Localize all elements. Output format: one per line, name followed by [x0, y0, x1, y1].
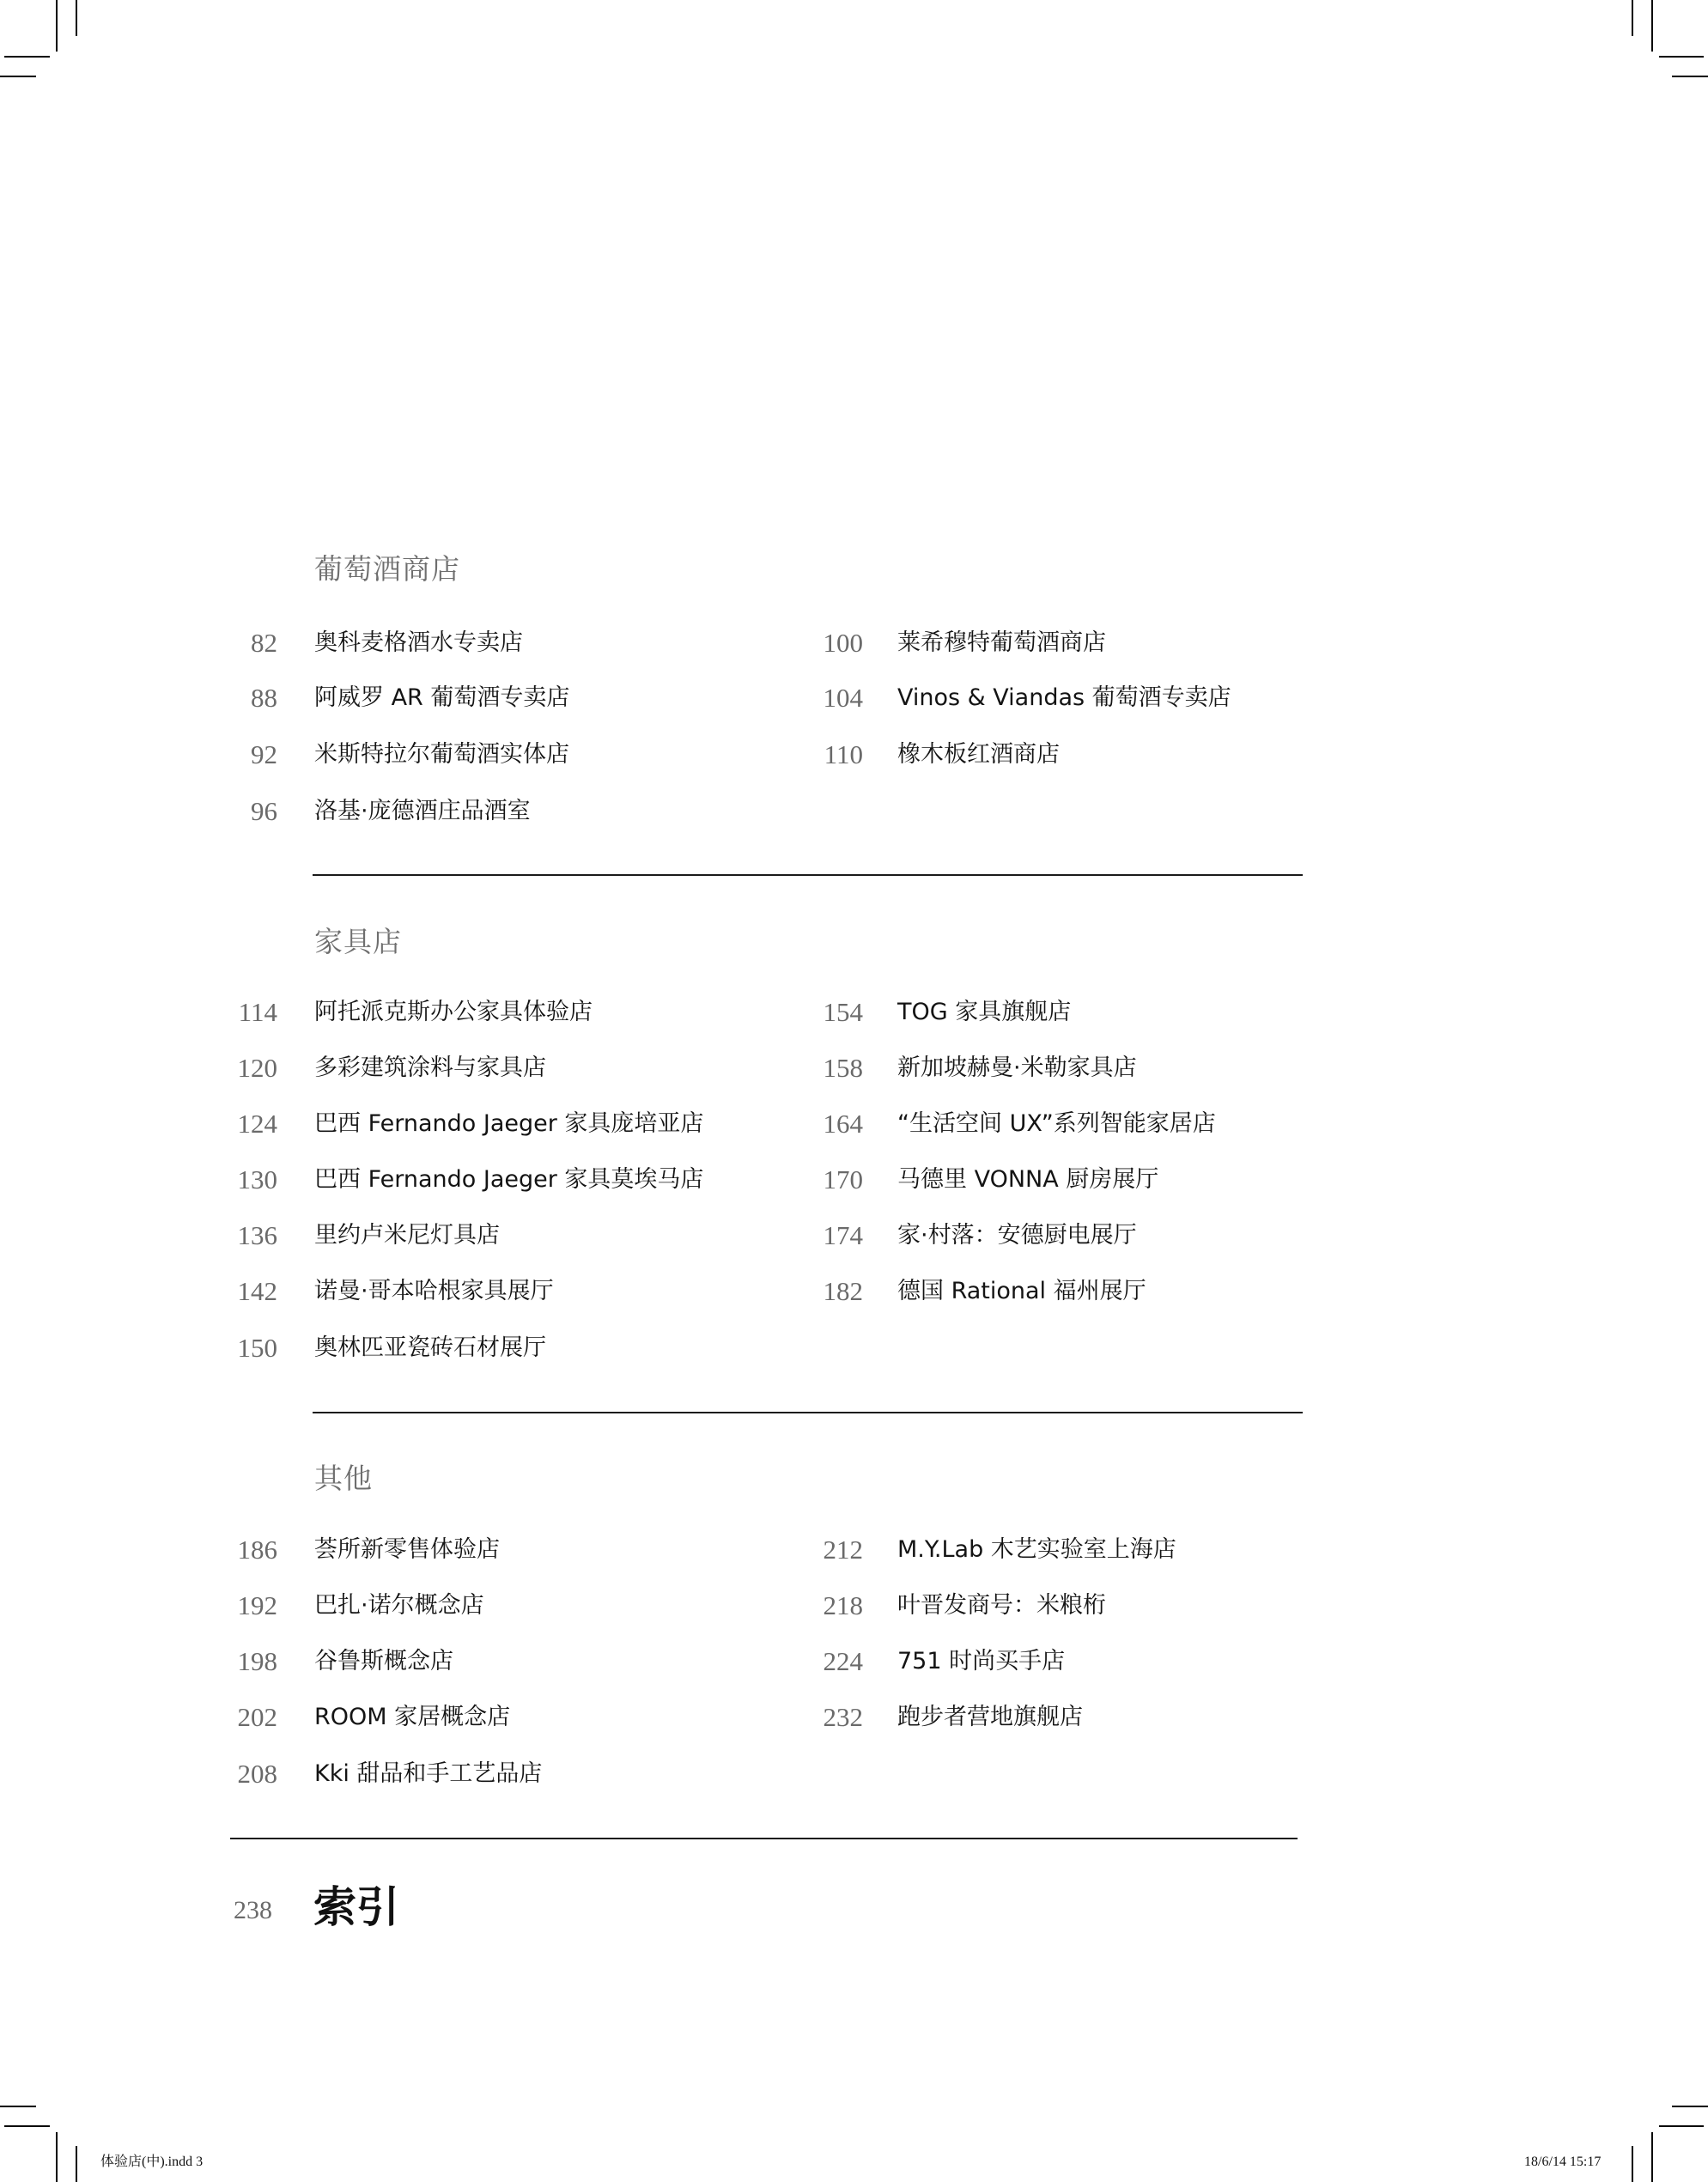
slug-datetime: 18/6/14 15:17 — [1524, 2155, 1602, 2169]
section-heading-furniture: 家具店 — [314, 925, 402, 958]
page-number: 136 — [237, 1220, 277, 1250]
page-number: 212 — [823, 1535, 863, 1565]
page-number: 120 — [237, 1053, 277, 1083]
page-number: 150 — [237, 1333, 277, 1363]
crop-mark — [56, 0, 58, 52]
page-number: 192 — [237, 1590, 277, 1620]
page-number: 224 — [823, 1646, 863, 1676]
crop-mark — [56, 2132, 58, 2182]
entry-title: 洛基·庞德酒庄品酒室 — [314, 798, 531, 824]
page-number: 104 — [823, 683, 863, 713]
section-heading-others: 其他 — [314, 1462, 373, 1495]
page-number: 202 — [237, 1702, 277, 1732]
page-number: 218 — [823, 1590, 863, 1620]
entry-title: 叶晋发商号：米粮桁 — [897, 1592, 1106, 1619]
page-number: 164 — [823, 1109, 863, 1139]
page-number: 208 — [237, 1759, 277, 1789]
entry-title: M.Y.Lab 木艺实验室上海店 — [897, 1536, 1176, 1563]
entry-title: 多彩建筑涂料与家具店 — [314, 1055, 546, 1081]
entry-title: 751 时尚买手店 — [897, 1648, 1066, 1674]
page-number: 124 — [237, 1109, 277, 1139]
page-number: 158 — [823, 1053, 863, 1083]
entry-title: ROOM 家居概念店 — [314, 1704, 511, 1730]
crop-mark — [1632, 0, 1633, 36]
entry-title: “生活空间 UX”系列智能家居店 — [897, 1110, 1216, 1137]
page-number: 238 — [234, 1896, 272, 1924]
entry-title: 马德里 VONNA 厨房展厅 — [897, 1166, 1159, 1193]
entry-title: Vinos & Viandas 葡萄酒专卖店 — [897, 684, 1231, 711]
section-divider — [313, 874, 1303, 876]
crop-mark — [1659, 2125, 1704, 2127]
crop-mark — [0, 76, 36, 77]
entry-title: 跑步者营地旗舰店 — [897, 1704, 1083, 1730]
page-number: 174 — [823, 1220, 863, 1250]
crop-mark — [1672, 2106, 1708, 2107]
page-number: 100 — [823, 628, 863, 658]
page-number: 110 — [824, 739, 863, 769]
crop-mark — [1651, 0, 1653, 52]
page-number: 142 — [237, 1276, 277, 1306]
entry-title: TOG 家具旗舰店 — [897, 999, 1072, 1025]
entry-title: 巴西 Fernando Jaeger 家具庞培亚店 — [314, 1110, 704, 1137]
section-divider — [230, 1838, 1298, 1839]
entry-title: 巴扎·诺尔概念店 — [314, 1592, 484, 1619]
crop-mark — [4, 2125, 50, 2127]
entry-title: 里约卢米尼灯具店 — [314, 1222, 500, 1249]
page-number: 154 — [823, 997, 863, 1027]
crop-mark — [1632, 2146, 1633, 2182]
entry-title: 谷鲁斯概念店 — [314, 1648, 453, 1674]
entry-title: 奥林匹亚瓷砖石材展厅 — [314, 1334, 546, 1361]
entry-title: Kki 甜品和手工艺品店 — [314, 1760, 543, 1787]
page-number: 198 — [237, 1646, 277, 1676]
entry-title: 阿托派克斯办公家具体验店 — [314, 999, 593, 1025]
crop-mark — [76, 0, 77, 36]
entry-title: 奥科麦格酒水专卖店 — [314, 629, 523, 656]
page-number: 114 — [238, 997, 277, 1027]
entry-title: 巴西 Fernando Jaeger 家具莫埃马店 — [314, 1166, 704, 1193]
page-number: 182 — [823, 1276, 863, 1306]
crop-mark — [1672, 76, 1708, 77]
entry-title: 新加坡赫曼·米勒家具店 — [897, 1055, 1137, 1081]
index-title: 索引 — [313, 1882, 399, 1932]
crop-mark — [4, 56, 50, 58]
page-number: 82 — [251, 628, 277, 658]
section-divider — [313, 1412, 1303, 1413]
crop-mark — [1659, 56, 1704, 58]
entry-title: 莱希穆特葡萄酒商店 — [897, 629, 1106, 656]
page-number: 232 — [823, 1702, 863, 1732]
crop-mark — [76, 2146, 77, 2182]
entry-title: 橡木板红酒商店 — [897, 741, 1060, 768]
crop-mark — [1651, 2132, 1653, 2182]
entry-title: 德国 Rational 福州展厅 — [897, 1278, 1146, 1304]
entry-title: 家·村落：安德厨电展厅 — [897, 1222, 1137, 1249]
page-number: 130 — [237, 1164, 277, 1194]
page-number: 88 — [251, 683, 277, 713]
page-number: 92 — [251, 739, 277, 769]
section-heading-wine: 葡萄酒商店 — [314, 552, 460, 586]
slug-filename: 体验店(中).indd 3 — [100, 2155, 204, 2169]
entry-title: 米斯特拉尔葡萄酒实体店 — [314, 741, 569, 768]
crop-mark — [0, 2106, 36, 2107]
entry-title: 诺曼·哥本哈根家具展厅 — [314, 1278, 554, 1304]
entry-title: 阿威罗 AR 葡萄酒专卖店 — [314, 684, 570, 711]
page-number: 186 — [237, 1535, 277, 1565]
page-number: 170 — [823, 1164, 863, 1194]
page-number: 96 — [251, 796, 277, 826]
entry-title: 荟所新零售体验店 — [314, 1536, 500, 1563]
